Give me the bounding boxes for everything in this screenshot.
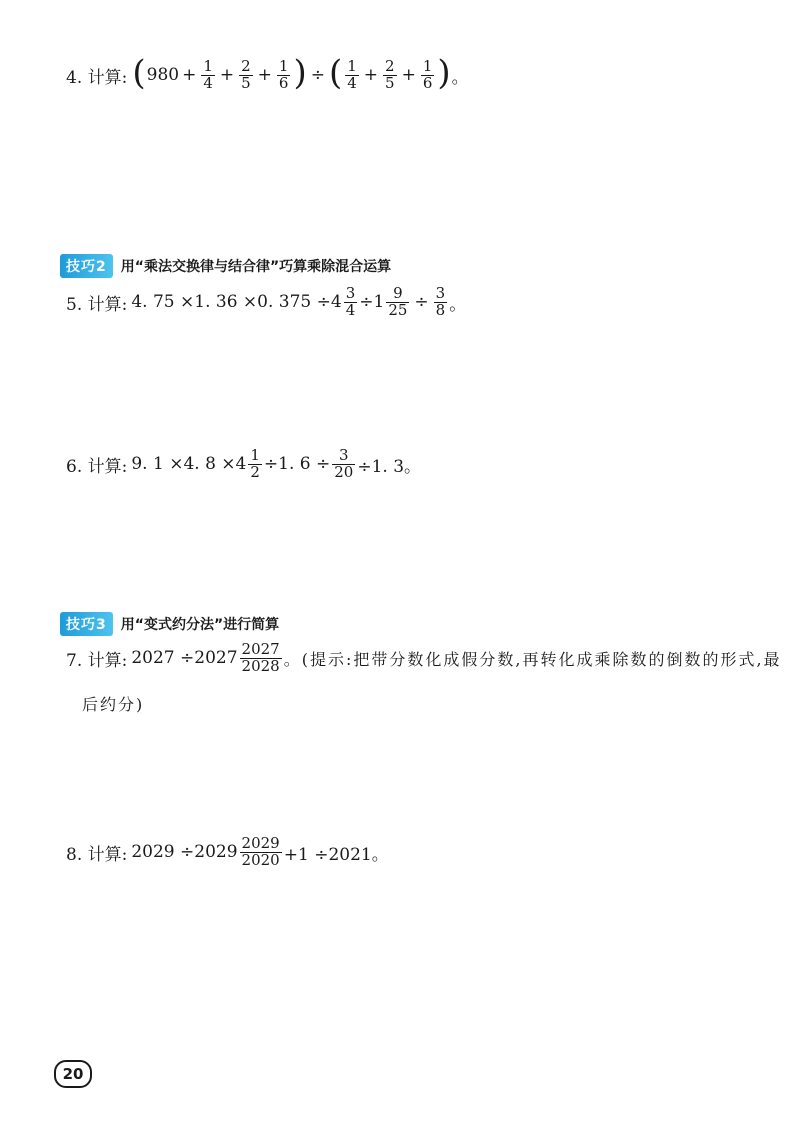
left-paren: ( [132, 53, 146, 93]
hint-text: 。(提示:把带分数化成假分数,再转化成乘除数的倒数的形式,最 [283, 649, 782, 669]
fraction: $\frac{2}{5}$ [241, 56, 251, 92]
problem-4 [66, 53, 469, 93]
problem-6-label: 6. 计算: [66, 456, 128, 477]
tip-3-title: 用“变式约分法”进行简算 [120, 617, 280, 633]
hint-continuation: 后约分) [82, 695, 145, 714]
fraction: $\frac{1}{2}$ [250, 446, 260, 481]
period: 。 [451, 67, 469, 88]
expression: 2029 ÷2029 [131, 842, 238, 863]
tip-2-heading [60, 254, 391, 278]
plus-sign: + [401, 65, 416, 85]
problem-4-label: 4. 计算: [66, 67, 128, 88]
right-paren: ) [293, 53, 307, 93]
fraction: $\frac{1}{4}$ [347, 56, 357, 92]
expression: +1 ÷2021。 [283, 844, 389, 865]
problem-5 [66, 286, 466, 319]
problem-8-label: 8. 计算: [66, 844, 128, 865]
expression: 2027 ÷2027 [131, 648, 238, 669]
fraction: $\frac{2027}{2028}$ [241, 640, 280, 675]
plus-sign: + [219, 65, 235, 85]
fraction: $\frac{1}{6}$ [278, 56, 289, 92]
problem-8 [66, 836, 389, 869]
expression: 4. 75 ×1. 36 ×0. 375 ÷4 [131, 292, 342, 313]
problem-7-label: 7. 计算: [66, 650, 128, 671]
problem-6 [66, 448, 421, 481]
problem-5-label: 5. 计算: [66, 294, 128, 315]
fraction: $\frac{1}{4}$ [203, 56, 213, 92]
fraction: $\frac{3}{20}$ [334, 446, 354, 481]
expression: ÷1 [359, 292, 385, 313]
expression: 9. 1 ×4. 8 ×4 [131, 454, 247, 475]
tip-3-heading [60, 612, 279, 636]
period: 。 [449, 294, 467, 315]
fraction: $\frac{3}{4}$ [345, 284, 356, 319]
expression: ÷1. 3。 [357, 456, 422, 477]
left-paren: ( [328, 53, 343, 93]
tip-2-badge: 技巧2 [60, 254, 113, 278]
tip-3-badge: 技巧3 [60, 612, 113, 636]
plus-sign: + [257, 65, 272, 85]
fraction: $\frac{2}{5}$ [385, 56, 395, 92]
term: 980 [146, 65, 180, 85]
fraction: $\frac{9}{25}$ [388, 284, 408, 319]
divide-sign: ÷ [310, 65, 325, 85]
page-number: 20 [54, 1060, 92, 1088]
tip-2-title: 用“乘法交换律与结合律”巧算乘除混合运算 [120, 259, 392, 275]
fraction: $\frac{3}{8}$ [435, 284, 446, 319]
fraction: $\frac{2029}{2020}$ [241, 834, 280, 869]
expression: ÷1. 6 ÷ [263, 454, 331, 475]
plus-sign: + [363, 65, 379, 85]
fraction: $\frac{1}{6}$ [422, 56, 433, 92]
divide-sign: ÷ [414, 292, 429, 313]
right-paren: ) [437, 53, 451, 93]
plus-sign: + [182, 65, 197, 85]
problem-7 [66, 642, 782, 675]
